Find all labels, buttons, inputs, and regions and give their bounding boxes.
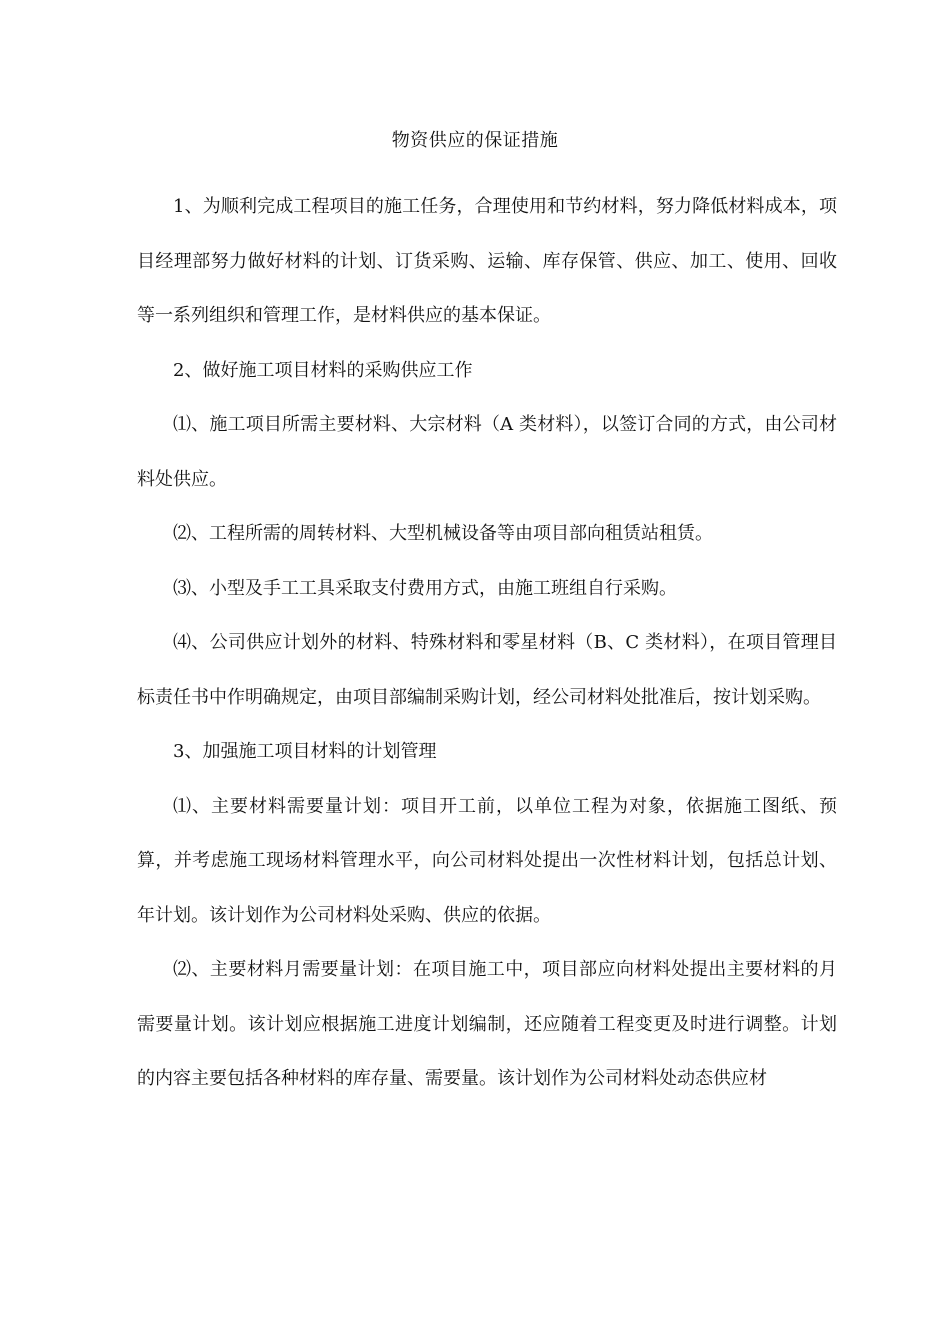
paragraph-3: ⑴、施工项目所需主要材料、大宗材料（A 类材料），以签订合同的方式，由公司材料处供应。 [137, 414, 837, 490]
document-body [137, 180, 837, 1107]
paragraph-2: 2、做好施工项目材料的采购供应工作 [173, 359, 473, 381]
document-title: 物资供应的保证措施 [391, 130, 559, 151]
paragraph-8: ⑴、主要材料需要量计划：项目开工前，以单位工程为对象，依据施工图纸、预算，并考虑施工现场材料管理水平，向公司材料处提出一次性材料计划，包括总计划、年计划。该计划作为公司材料处采购、供应的依据。 [137, 795, 837, 926]
paragraph-1: 1、为顺利完成工程项目的施工任务，合理使用和节约材料，努力降低材料成本，项目经理部努力做好材料的计划、订货采购、运输、库存保管、供应、加工、使用、回收等一系列组织和管理工作，是材料供应的基本保证。 [137, 196, 837, 326]
paragraph-4: ⑵、工程所需的周转材料、大型机械设备等由项目部向租赁站租赁。 [173, 523, 713, 544]
paragraph-6: ⑷、公司供应计划外的材料、特殊材料和零星材料（B、C 类材料），在项目管理目标责任书中作明确规定，由项目部编制采购计划，经公司材料处批准后，按计划采购。 [137, 632, 837, 708]
paragraph-9: ⑵、主要材料月需要量计划：在项目施工中，项目部应向材料处提出主要材料的月需要量计划。该计划应根据施工进度计划编制，还应随着工程变更及时进行调整。计划的内容主要包括各种材料的库存量、需要量。该计划作为公司材料处动态供应材 [137, 959, 837, 1089]
paragraph-7: 3、加强施工项目材料的计划管理 [173, 741, 437, 762]
paragraph-5: ⑶、小型及手工工具采取支付费用方式，由施工班组自行采购。 [173, 577, 677, 599]
